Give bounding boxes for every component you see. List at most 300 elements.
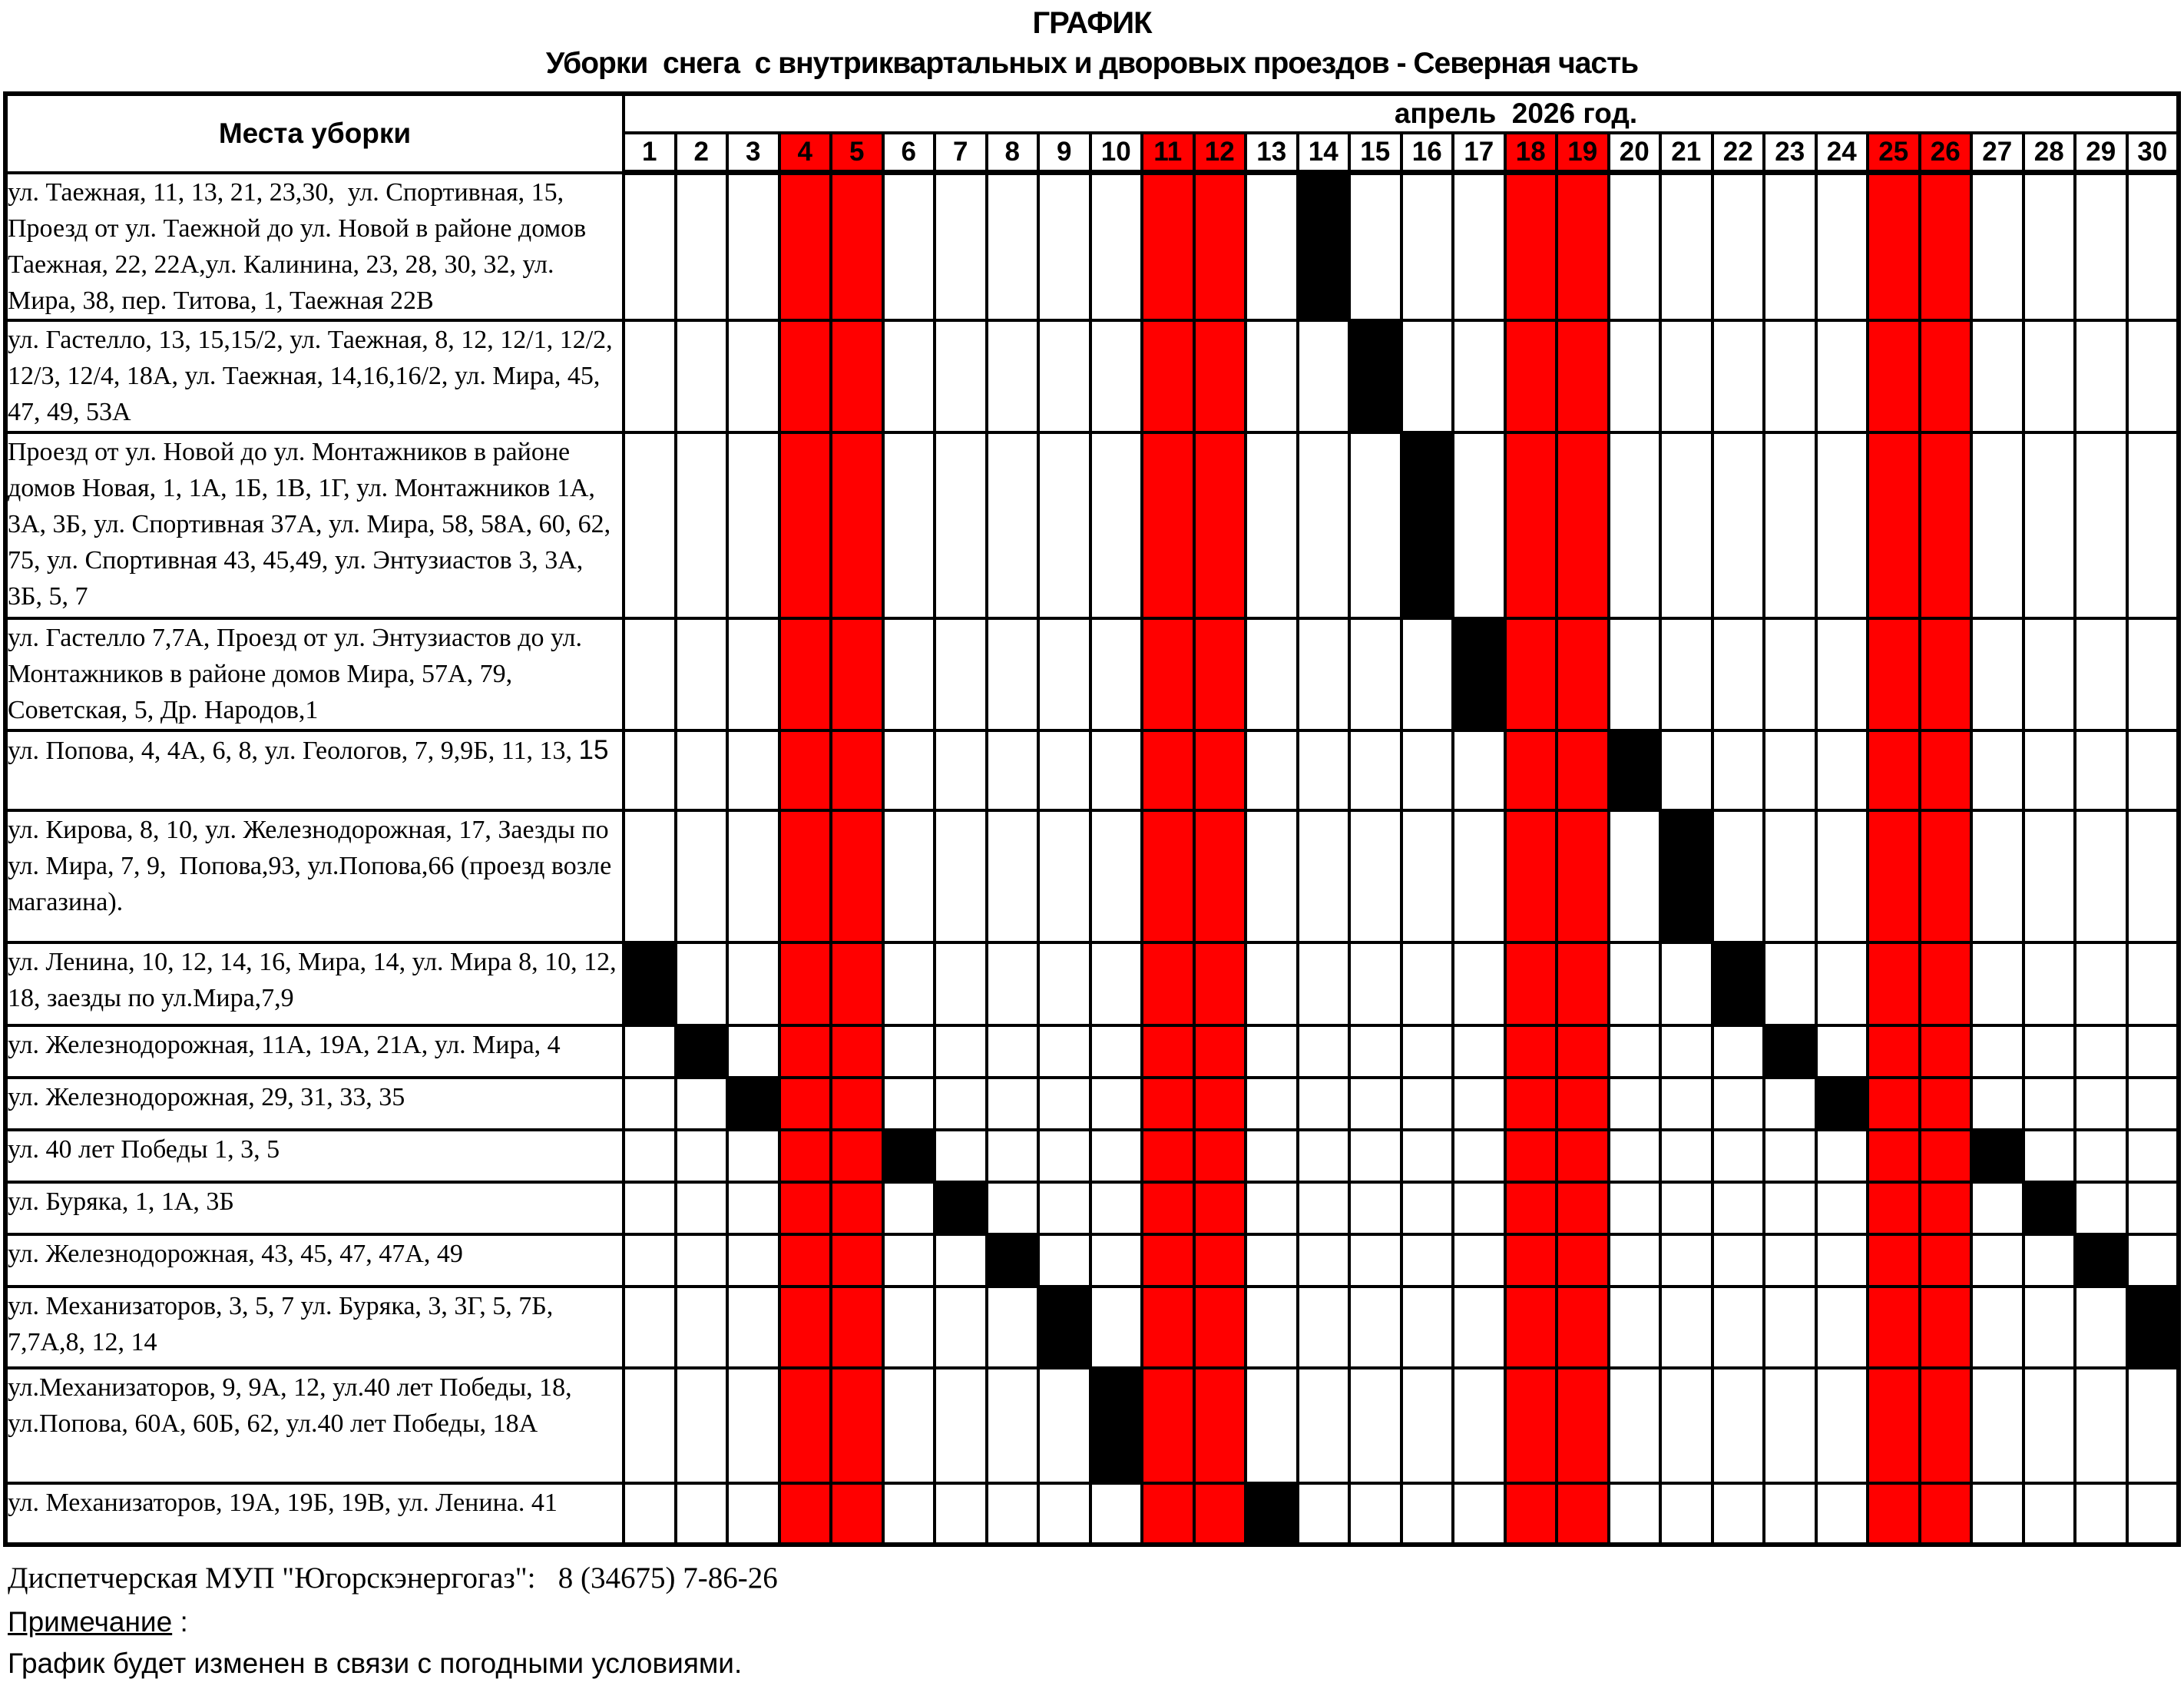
weekend-cell [1920, 1182, 1972, 1234]
weekend-cell [1557, 432, 1609, 618]
weekend-cell [1868, 432, 1920, 618]
day-cell [1246, 1182, 1298, 1234]
weekend-cell [1557, 618, 1609, 730]
day-cell [1090, 320, 1143, 432]
day-cell [1712, 1234, 1765, 1287]
day-cell [727, 1287, 779, 1368]
day-cell [1712, 432, 1765, 618]
day-cell [676, 320, 728, 432]
day-cell [1349, 1287, 1401, 1368]
day-cell [1349, 942, 1401, 1025]
weekend-cell [1194, 1025, 1246, 1078]
weekend-cell [831, 1130, 883, 1182]
day-cell [2024, 1483, 2076, 1545]
weekend-cell [779, 320, 832, 432]
day-cell [935, 1483, 987, 1545]
day-cell [1971, 173, 2024, 320]
day-cell [2127, 1025, 2179, 1078]
day-cell [1298, 942, 1350, 1025]
day-cell [1090, 173, 1143, 320]
day-cell [727, 1483, 779, 1545]
weekend-cell [1557, 1483, 1609, 1545]
schedule-row [5, 1287, 2179, 1368]
day-cell [1298, 432, 1350, 618]
day-cell [1609, 618, 1661, 730]
place-cell: ул. Ленина, 10, 12, 14, 16, Мира, 14, ул. Мира 8, 10, 12, 18, заезды по ул.Мира,7,9 [5, 942, 624, 1025]
day-cell [2127, 173, 2179, 320]
day-cell [1453, 1483, 1505, 1545]
day-cell [1712, 1078, 1765, 1130]
day-header-6: 6 [883, 133, 935, 173]
day-cell [883, 942, 935, 1025]
day-cell [1349, 1182, 1401, 1234]
day-cell [624, 810, 676, 942]
day-cell [1453, 730, 1505, 810]
day-cell [987, 1130, 1039, 1182]
day-cell [1712, 1182, 1765, 1234]
place-cell: ул. Механизаторов, 19А, 19Б, 19В, ул. Ленина. 41 [5, 1483, 624, 1545]
scheduled-cell-day-3 [727, 1078, 779, 1130]
day-cell [2127, 320, 2179, 432]
scheduled-cell-day-24 [1816, 1078, 1868, 1130]
weekend-cell [779, 1025, 832, 1078]
weekend-cell [1868, 618, 1920, 730]
day-cell [1660, 942, 1712, 1025]
day-cell [1712, 1483, 1765, 1545]
month-header-row [5, 94, 2179, 133]
day-cell [1038, 942, 1090, 1025]
day-cell [1038, 1234, 1090, 1287]
day-cell [1660, 1025, 1712, 1078]
day-cell [1246, 618, 1298, 730]
day-cell [1349, 1025, 1401, 1078]
day-cell [1349, 1078, 1401, 1130]
day-cell [1453, 1078, 1505, 1130]
weekend-cell [1557, 810, 1609, 942]
weekend-cell [779, 618, 832, 730]
day-cell [1453, 1234, 1505, 1287]
schedule-row [5, 1483, 2179, 1545]
weekend-cell [1505, 432, 1557, 618]
day-cell [1660, 1130, 1712, 1182]
day-cell [1401, 618, 1454, 730]
weekend-cell [779, 730, 832, 810]
day-cell [624, 432, 676, 618]
day-cell [1090, 1483, 1143, 1545]
day-cell [727, 1130, 779, 1182]
day-cell [2075, 173, 2127, 320]
note-label: Примечание [8, 1605, 173, 1638]
scheduled-cell-day-1 [624, 942, 676, 1025]
day-header-2: 2 [676, 133, 728, 173]
day-cell [1038, 618, 1090, 730]
weekend-cell [779, 1130, 832, 1182]
day-header-27: 27 [1971, 133, 2024, 173]
weekend-cell [1868, 810, 1920, 942]
day-cell [2075, 1483, 2127, 1545]
day-cell [1246, 173, 1298, 320]
weekend-cell [1920, 730, 1972, 810]
weekend-cell [1142, 1368, 1194, 1483]
day-cell [1712, 173, 1765, 320]
weekend-cell [1194, 1483, 1246, 1545]
day-cell [2024, 1368, 2076, 1483]
page-subtitle: Уборки снега с внутриквартальных и дворовых проездов - Северная часть [545, 47, 1639, 80]
weekend-cell [1557, 942, 1609, 1025]
day-cell [883, 1078, 935, 1130]
day-header-16: 16 [1401, 133, 1454, 173]
scheduled-cell-day-30 [2127, 1287, 2179, 1368]
weekend-cell [1194, 1368, 1246, 1483]
day-cell [1816, 1130, 1868, 1182]
table-header [5, 94, 2179, 173]
weekend-cell [1557, 1130, 1609, 1182]
day-cell [1038, 730, 1090, 810]
day-header-9: 9 [1038, 133, 1090, 173]
day-cell [2075, 432, 2127, 618]
day-cell [1038, 1130, 1090, 1182]
day-cell [624, 730, 676, 810]
day-cell [2075, 1130, 2127, 1182]
day-cell [1401, 1483, 1454, 1545]
weekend-cell [1505, 1483, 1557, 1545]
day-cell [1246, 1287, 1298, 1368]
day-cell [1038, 1483, 1090, 1545]
weekend-cell [1920, 1234, 1972, 1287]
day-cell [1038, 173, 1090, 320]
day-cell [1038, 320, 1090, 432]
schedule-row [5, 1130, 2179, 1182]
schedule-row [5, 730, 2179, 810]
day-cell [727, 618, 779, 730]
day-cell [1246, 942, 1298, 1025]
document-header [0, 0, 2184, 81]
day-cell [1971, 730, 2024, 810]
day-cell [676, 1368, 728, 1483]
day-cell [1609, 1234, 1661, 1287]
weekend-cell [1194, 1130, 1246, 1182]
day-cell [883, 1234, 935, 1287]
weekend-cell [1194, 810, 1246, 942]
day-cell [1246, 320, 1298, 432]
day-cell [1660, 1078, 1712, 1130]
day-cell [2024, 432, 2076, 618]
day-cell [987, 810, 1039, 942]
weekend-cell [1920, 942, 1972, 1025]
weekend-cell [831, 173, 883, 320]
day-cell [935, 320, 987, 432]
weekend-cell [1868, 173, 1920, 320]
day-cell [1609, 810, 1661, 942]
places-header-cell: Места уборки [5, 94, 624, 173]
day-cell [1764, 1182, 1816, 1234]
weekend-cell [1868, 1483, 1920, 1545]
scheduled-cell-day-6 [883, 1130, 935, 1182]
weekend-cell [1868, 1234, 1920, 1287]
scheduled-cell-day-9 [1038, 1287, 1090, 1368]
day-cell [1246, 432, 1298, 618]
weekend-cell [831, 1368, 883, 1483]
day-cell [2127, 1182, 2179, 1234]
weekend-cell [1194, 173, 1246, 320]
day-cell [624, 320, 676, 432]
day-cell [1609, 1025, 1661, 1078]
day-cell [1712, 1130, 1765, 1182]
weekend-cell [1194, 942, 1246, 1025]
day-header-11: 11 [1142, 133, 1194, 173]
day-cell [1401, 1234, 1454, 1287]
day-cell [2075, 1182, 2127, 1234]
day-cell [1090, 1130, 1143, 1182]
day-cell [1609, 1130, 1661, 1182]
weekend-cell [779, 173, 832, 320]
day-header-5: 5 [831, 133, 883, 173]
weekend-cell [1868, 1368, 1920, 1483]
day-cell [1090, 1287, 1143, 1368]
day-cell [2127, 432, 2179, 618]
day-cell [2075, 1287, 2127, 1368]
day-cell [1038, 1025, 1090, 1078]
day-cell [1298, 1483, 1350, 1545]
day-header-22: 22 [1712, 133, 1765, 173]
weekend-cell [1142, 432, 1194, 618]
day-cell [2127, 1078, 2179, 1130]
day-cell [1816, 1234, 1868, 1287]
day-cell [1246, 1078, 1298, 1130]
day-cell [1764, 1287, 1816, 1368]
day-cell [624, 1234, 676, 1287]
day-cell [1660, 1483, 1712, 1545]
place-cell: ул. Железнодорожная, 11А, 19А, 21А, ул. Мира, 4 [5, 1025, 624, 1078]
day-cell [987, 1287, 1039, 1368]
place-cell: ул. Кирова, 8, 10, ул. Железнодорожная, 17, Заезды по ул. Мира, 7, 9, Попова,93, ул.Попова,66 (проезд возле магазина). [5, 810, 624, 942]
weekend-cell [1557, 1234, 1609, 1287]
scheduled-cell-day-28 [2024, 1182, 2076, 1234]
day-cell [1349, 432, 1401, 618]
day-header-14: 14 [1298, 133, 1350, 173]
day-cell [1090, 1025, 1143, 1078]
day-cell [1712, 730, 1765, 810]
day-cell [2127, 1368, 2179, 1483]
day-cell [676, 1078, 728, 1130]
day-cell [2127, 1483, 2179, 1545]
day-cell [883, 1182, 935, 1234]
weekend-cell [1868, 1130, 1920, 1182]
day-cell [727, 730, 779, 810]
day-cell [1453, 1130, 1505, 1182]
day-cell [1660, 1182, 1712, 1234]
day-cell [624, 618, 676, 730]
day-cell [987, 730, 1039, 810]
day-cell [935, 1368, 987, 1483]
day-cell [2024, 173, 2076, 320]
day-cell [1349, 618, 1401, 730]
scheduled-cell-day-16 [1401, 432, 1454, 618]
note-text-line: График будет изменен в связи с погодными условиями. [8, 1647, 743, 1679]
weekend-cell [1557, 1368, 1609, 1483]
day-cell [883, 1287, 935, 1368]
weekend-cell [1194, 1182, 1246, 1234]
weekend-cell [1194, 320, 1246, 432]
place-cell: ул. Гастелло, 13, 15,15/2, ул. Таежная, 8, 12, 12/1, 12/2, 12/3, 12/4, 18А, ул. Таежная, 14,16,16/2, ул. Мира, 45, 47, 49, 53А [5, 320, 624, 432]
day-cell [1246, 730, 1298, 810]
weekend-cell [1920, 1078, 1972, 1130]
day-cell [1246, 1234, 1298, 1287]
weekend-cell [1920, 320, 1972, 432]
day-cell [1764, 810, 1816, 942]
day-cell [1712, 320, 1765, 432]
scheduled-cell-day-8 [987, 1234, 1039, 1287]
day-cell [1660, 173, 1712, 320]
day-cell [1609, 1182, 1661, 1234]
day-cell [624, 1130, 676, 1182]
day-cell [1090, 810, 1143, 942]
weekend-cell [1142, 320, 1194, 432]
day-cell [1816, 1483, 1868, 1545]
weekend-cell [779, 1483, 832, 1545]
schedule-row [5, 618, 2179, 730]
day-cell [1090, 730, 1143, 810]
day-cell [676, 1483, 728, 1545]
day-cell [1971, 942, 2024, 1025]
weekend-cell [779, 1368, 832, 1483]
weekend-cell [779, 942, 832, 1025]
schedule-row [5, 1182, 2179, 1234]
weekend-cell [1142, 1078, 1194, 1130]
day-cell [624, 1182, 676, 1234]
day-cell [1971, 1368, 2024, 1483]
weekend-cell [831, 810, 883, 942]
day-cell [1712, 618, 1765, 730]
day-cell [987, 1182, 1039, 1234]
day-cell [1453, 942, 1505, 1025]
day-cell [987, 1078, 1039, 1130]
day-header-7: 7 [935, 133, 987, 173]
day-cell [883, 810, 935, 942]
day-cell [1298, 1078, 1350, 1130]
day-cell [624, 1287, 676, 1368]
day-cell [1816, 1368, 1868, 1483]
day-cell [987, 1368, 1039, 1483]
day-cell [1038, 1182, 1090, 1234]
day-cell [883, 320, 935, 432]
day-header-23: 23 [1764, 133, 1816, 173]
day-cell [987, 173, 1039, 320]
day-cell [1246, 810, 1298, 942]
weekend-cell [1557, 1287, 1609, 1368]
weekend-cell [1142, 730, 1194, 810]
day-header-8: 8 [987, 133, 1039, 173]
day-cell [1609, 1483, 1661, 1545]
schedule-row [5, 1078, 2179, 1130]
day-cell [1349, 730, 1401, 810]
day-cell [883, 1368, 935, 1483]
day-header-1: 1 [624, 133, 676, 173]
day-cell [1298, 320, 1350, 432]
day-header-30: 30 [2127, 133, 2179, 173]
weekend-cell [1920, 1368, 1972, 1483]
place-cell-suffix: 15 [578, 734, 609, 765]
weekend-cell [1505, 1078, 1557, 1130]
day-cell [2075, 1025, 2127, 1078]
day-cell [676, 432, 728, 618]
day-cell [676, 173, 728, 320]
day-cell [1453, 1182, 1505, 1234]
day-cell [1401, 1182, 1454, 1234]
weekend-cell [1868, 1182, 1920, 1234]
day-cell [2127, 1130, 2179, 1182]
day-cell [1816, 432, 1868, 618]
day-cell [1401, 1078, 1454, 1130]
weekend-cell [779, 810, 832, 942]
day-cell [1401, 1368, 1454, 1483]
weekend-cell [1142, 1130, 1194, 1182]
place-cell: ул.Механизаторов, 9, 9А, 12, ул.40 лет Победы, 18, ул.Попова, 60А, 60Б, 62, ул.40 лет Победы, 18А [5, 1368, 624, 1483]
day-cell [1764, 618, 1816, 730]
schedule-row [5, 810, 2179, 942]
day-cell [1971, 432, 2024, 618]
day-cell [935, 1234, 987, 1287]
day-cell [987, 1025, 1039, 1078]
day-cell [883, 1483, 935, 1545]
day-cell [1349, 173, 1401, 320]
scheduled-cell-day-23 [1764, 1025, 1816, 1078]
day-header-10: 10 [1090, 133, 1143, 173]
day-cell [1609, 942, 1661, 1025]
day-cell [1764, 730, 1816, 810]
day-cell [1349, 1130, 1401, 1182]
day-cell [1401, 942, 1454, 1025]
day-cell [727, 1025, 779, 1078]
weekend-cell [779, 1234, 832, 1287]
day-cell [883, 618, 935, 730]
weekend-cell [1557, 1078, 1609, 1130]
day-cell [1298, 1234, 1350, 1287]
day-cell [987, 320, 1039, 432]
day-cell [987, 1483, 1039, 1545]
day-cell [1971, 618, 2024, 730]
day-header-29: 29 [2075, 133, 2127, 173]
scheduled-cell-day-15 [1349, 320, 1401, 432]
day-cell [1971, 1287, 2024, 1368]
weekend-cell [1142, 1287, 1194, 1368]
weekend-cell [1505, 730, 1557, 810]
day-cell [2075, 1368, 2127, 1483]
day-cell [883, 1025, 935, 1078]
schedule-body [5, 173, 2179, 1545]
day-cell [1764, 173, 1816, 320]
day-cell [1298, 1025, 1350, 1078]
day-cell [1712, 1287, 1765, 1368]
place-cell: Проезд от ул. Новой до ул. Монтажников в районе домов Новая, 1, 1А, 1Б, 1В, 1Г, ул. Монтажников 1А, 3А, 3Б, ул. Спортивная 37А, ул. Мира, 58, 58А, 60, 62, 75, ул. Спортивная 43, 45,49, ул. Энтузиастов 3, 3А, 3Б, 5, 7 [5, 432, 624, 618]
weekend-cell [779, 432, 832, 618]
day-cell [2075, 618, 2127, 730]
day-cell [2075, 1078, 2127, 1130]
day-cell [727, 1368, 779, 1483]
day-cell [1609, 173, 1661, 320]
scheduled-cell-day-14 [1298, 173, 1350, 320]
day-cell [2075, 810, 2127, 942]
day-cell [1298, 1368, 1350, 1483]
day-cell [1401, 1287, 1454, 1368]
day-cell [2024, 618, 2076, 730]
day-cell [935, 942, 987, 1025]
schedule-row [5, 432, 2179, 618]
weekend-cell [779, 1182, 832, 1234]
day-cell [1038, 1368, 1090, 1483]
scheduled-cell-day-22 [1712, 942, 1765, 1025]
weekend-cell [1505, 1368, 1557, 1483]
